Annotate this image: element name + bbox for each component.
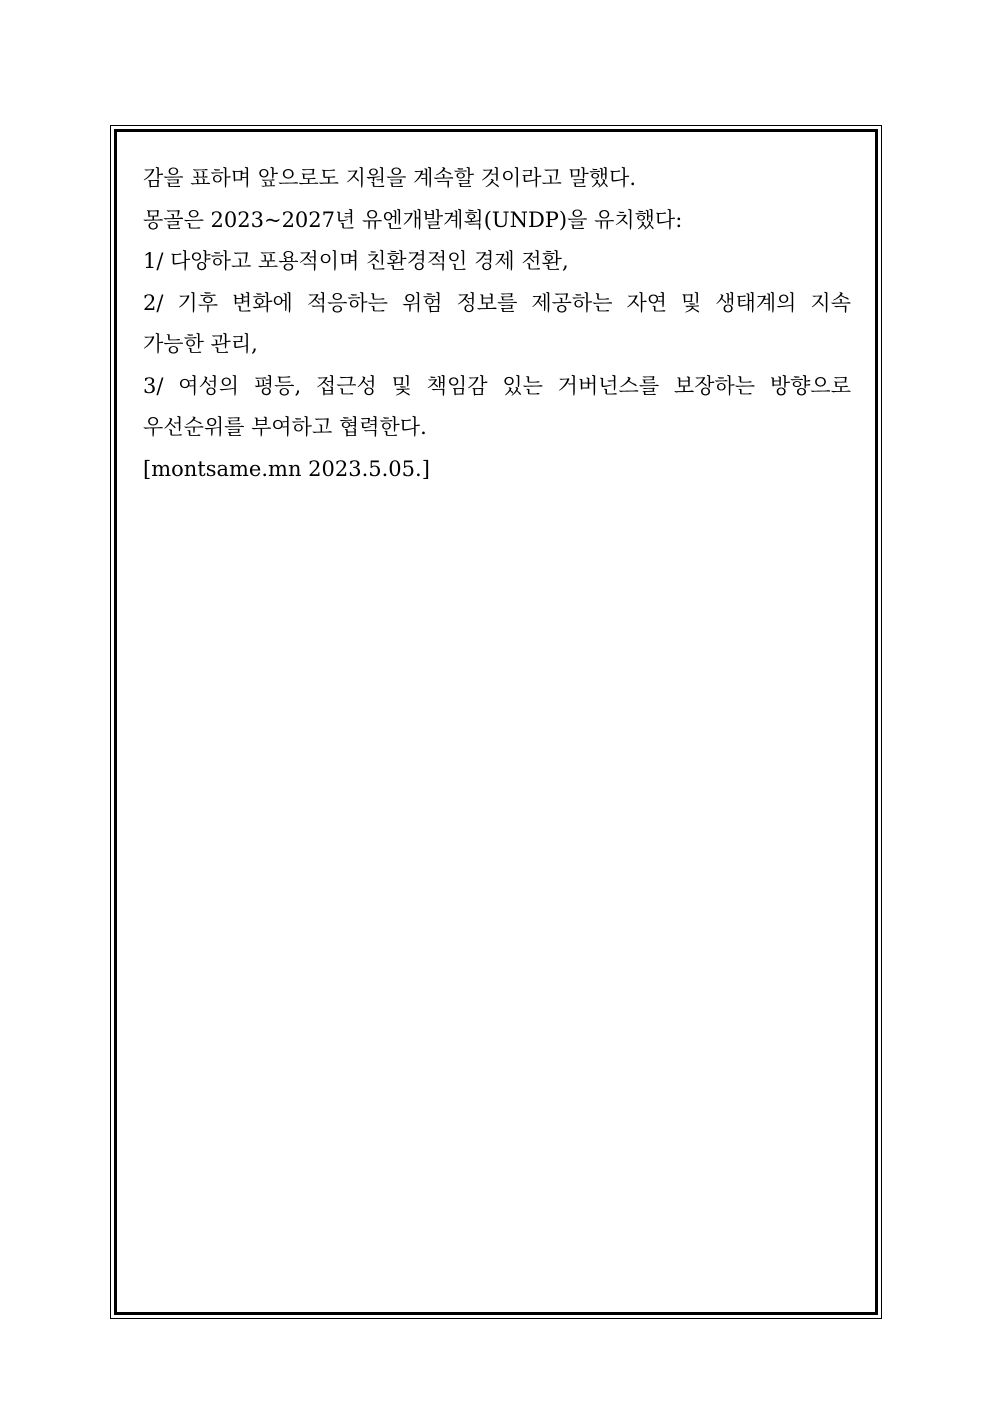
source-citation: [montsame.mn 2023.5.05.] [143, 456, 430, 481]
list-item-3-continued: 우선순위를 부여하고 협력한다. [143, 415, 427, 439]
list-item-2: 2/ 기후 변화에 적응하는 위험 정보를 제공하는 자연 및 생태계의 지속 [143, 290, 851, 315]
list-item-3: 3/ 여성의 평등, 접근성 및 책임감 있는 거버넌스를 보장하는 방향으로 [143, 373, 851, 398]
document-body [143, 158, 851, 490]
text-line: 몽골은 2023~2027년 유엔개발계획(UNDP)을 유치했다: [143, 207, 683, 232]
text-line: 감을 표하며 앞으로도 지원을 계속할 것이라고 말했다. [143, 166, 637, 190]
list-item-2-continued: 가능한 관리, [143, 332, 258, 356]
list-item-1: 1/ 다양하고 포용적이며 친환경적인 경제 전환, [143, 249, 569, 273]
